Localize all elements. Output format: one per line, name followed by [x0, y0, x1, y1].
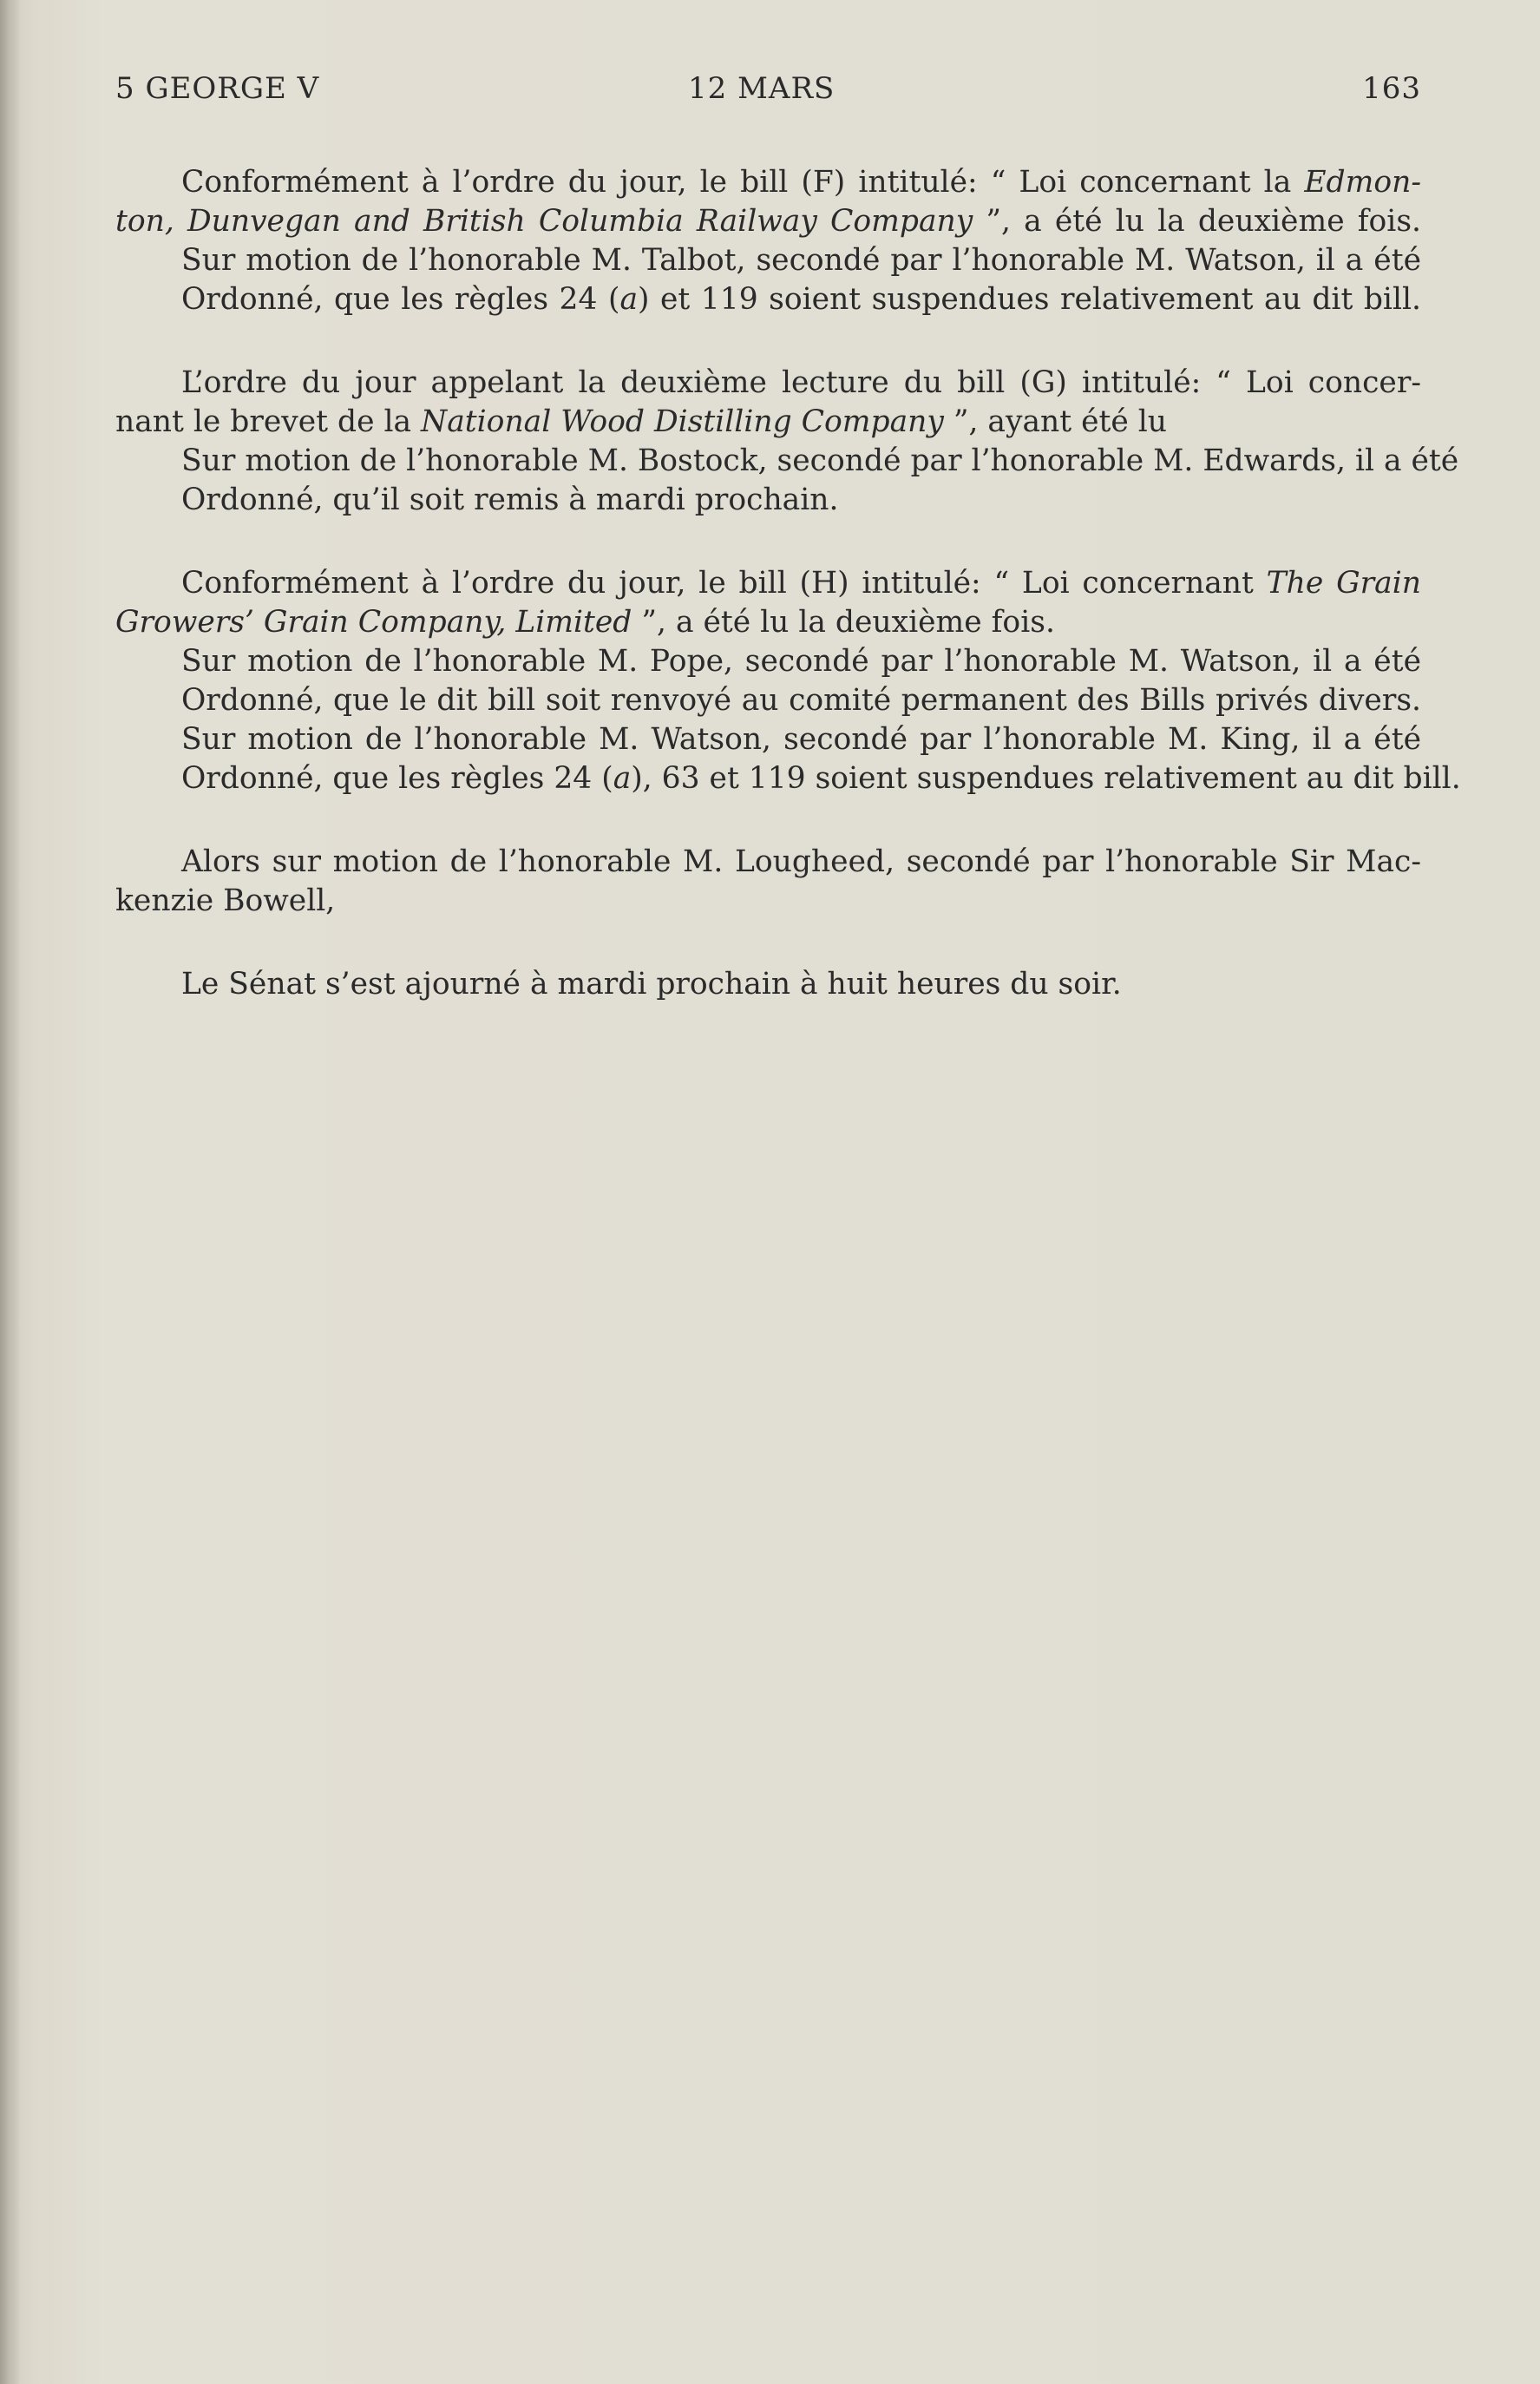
paragraph-bill-f [115, 163, 1421, 319]
text-line: Sur motion de l’honorable M. Bostock, secondé par l’honorable M. Edwards, il a été [181, 443, 1459, 478]
paragraph-bill-g [115, 364, 1459, 520]
text-line: Conformément à l’ordre du jour, le bill (H) intitulé: “ Loi concernant The Grain [181, 566, 1421, 601]
text-line: Ordonné, que les règles 24 (a), 63 et 119 soient suspendues relativement au dit bill. [181, 761, 1461, 796]
paragraph-adjournment-motion [115, 843, 1421, 921]
text-line: Sur motion de l’honorable M. Talbot, secondé par l’honorable M. Watson, il a été [181, 243, 1421, 278]
text-line: Sur motion de l’honorable M. Pope, secondé par l’honorable M. Watson, il a été [181, 644, 1421, 679]
text-line: Ordonné, qu’il soit remis à mardi prochain. [181, 483, 839, 517]
journal-entries [115, 163, 1461, 1004]
text-line: Le Sénat s’est ajourné à mardi prochain à huit heures du soir. [181, 967, 1122, 1002]
header-regnal-year: 5 GEORGE V [115, 71, 320, 106]
text-line: Alors sur motion de l’honorable M. Lougheed, secondé par l’honorable Sir Mac- [181, 844, 1421, 879]
text-line: Ordonné, que les règles 24 (a) et 119 soient suspendues relativement au dit bill. [181, 282, 1421, 317]
header-date: 12 MARS [688, 71, 836, 106]
paragraph-adjournment [115, 965, 1421, 1004]
page-number: 163 [1362, 71, 1421, 106]
text-line: ton, Dunvegan and British Columbia Railway Company ”, a été lu la deuxième fois. [115, 204, 1422, 239]
text-line: Ordonné, que le dit bill soit renvoyé au comité permanent des Bills privés divers. [181, 683, 1421, 718]
text-line: Sur motion de l’honorable M. Watson, secondé par l’honorable M. King, il a été [181, 722, 1421, 757]
text-line: nant le brevet de la National Wood Distilling Company ”, ayant été lu [115, 404, 1168, 439]
paragraph-bill-h [115, 564, 1461, 798]
text-line: L’ordre du jour appelant la deuxième lecture du bill (G) intitulé: “ Loi concer- [181, 365, 1421, 400]
text-line: Growers’ Grain Company, Limited ”, a été lu la deuxième fois. [115, 605, 1055, 640]
page-binding-edge [0, 0, 19, 2384]
text-line: kenzie Bowell, [115, 883, 336, 918]
text-line: Conformément à l’ordre du jour, le bill (F) intitulé: “ Loi concernant la Edmon- [181, 165, 1421, 200]
running-header [115, 71, 1421, 115]
